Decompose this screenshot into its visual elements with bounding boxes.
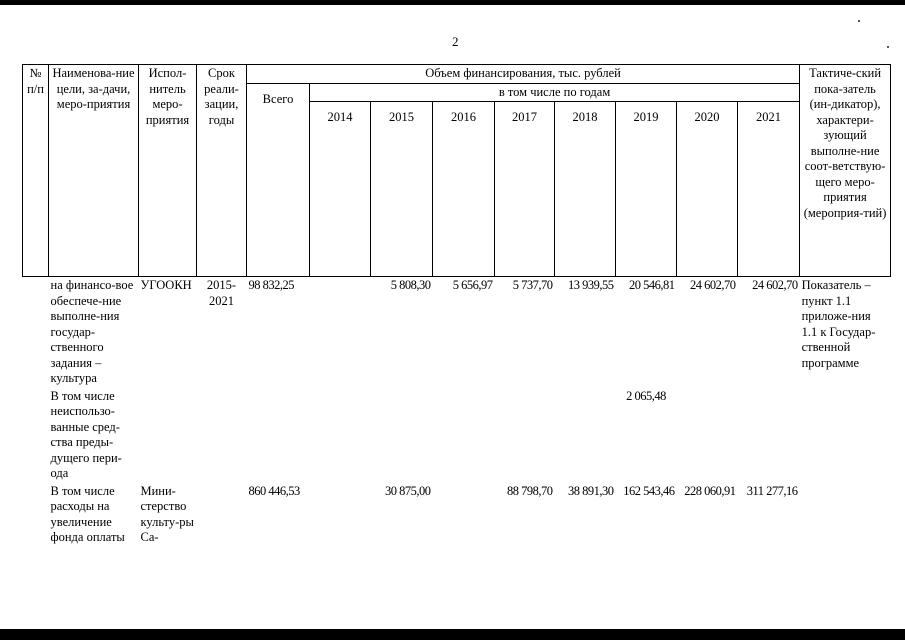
row-year-cell	[433, 483, 495, 547]
top-border	[0, 0, 905, 5]
row-year-cell: 13 939,55	[568, 278, 614, 292]
year-header: 2019	[616, 102, 677, 277]
funding-header: Объем финансирования, тыс. рублей	[247, 65, 800, 84]
year-header: 2018	[555, 102, 616, 277]
table-row	[23, 483, 891, 547]
row-year-cell	[310, 277, 371, 388]
by-years-header: в том числе по годам	[310, 83, 800, 102]
col-executor-header: Испол-нитель меро-приятия	[139, 65, 197, 277]
row-year-cell: 38 891,30	[568, 483, 614, 498]
col-term-header: Срок реали-зации, годы	[197, 65, 247, 277]
row-year-cell: 5 737,70	[512, 278, 553, 292]
row-num-cell	[23, 277, 49, 388]
row-total-cell: 860 446,53	[248, 483, 300, 498]
row-year-cell: 30 875,00	[385, 483, 431, 498]
col-name-header: Наименова-ние цели, за-дачи, меро-приятия	[49, 65, 139, 277]
year-header: 2021	[738, 102, 800, 277]
row-name-cell: В том числе неиспользо-ванные сред-ства преды-дущего пери-ода	[50, 388, 122, 480]
row-year-cell: 88 798,70	[507, 483, 553, 498]
row-year-cell	[310, 388, 371, 483]
row-year-cell	[495, 388, 555, 483]
row-name-cell: В том числе расходы на увеличение фонда оплаты	[50, 483, 125, 544]
row-year-cell	[677, 388, 738, 483]
row-year-cell: 24 602,70	[690, 278, 736, 292]
row-indicator-cell	[800, 388, 891, 483]
row-year-cell	[738, 388, 800, 483]
row-total-cell	[247, 388, 310, 483]
row-year-cell	[433, 388, 495, 483]
row-year-cell	[555, 388, 616, 483]
row-term-cell	[197, 388, 247, 483]
scan-speck	[858, 20, 860, 22]
row-year-cell: 228 060,91	[684, 483, 736, 498]
table-row	[23, 388, 891, 483]
year-header: 2016	[433, 102, 495, 277]
row-executor-cell: Мини-стерство культу-ры Са-	[140, 483, 194, 544]
bottom-border	[0, 629, 905, 640]
row-year-cell: 20 546,81	[629, 278, 675, 292]
row-executor-cell: УГООКН	[140, 278, 192, 292]
table-row	[23, 277, 891, 388]
row-year-cell: 2 065,48	[626, 388, 666, 403]
row-indicator-cell: Показатель – пункт 1.1 приложе-ния 1.1 к Государ-ственной программе	[801, 278, 876, 370]
row-year-cell	[371, 388, 433, 483]
row-year-cell	[310, 483, 371, 547]
year-header: 2020	[677, 102, 738, 277]
row-executor-cell	[139, 388, 197, 483]
row-total-cell: 98 832,25	[248, 278, 294, 292]
row-year-cell: 5 656,97	[452, 278, 493, 292]
row-num-cell	[23, 388, 49, 483]
row-year-cell: 24 602,70	[752, 278, 798, 292]
row-term-cell	[197, 483, 247, 547]
page-number: 2	[452, 34, 459, 49]
scan-speck	[887, 46, 889, 48]
col-num-header: № п/п	[23, 65, 49, 277]
col-indicator-header: Тактиче-ский пока-затель (ин-дикатор), характери-зующий выполне-ние соот-ветствую-щего меро-приятия (мероприя-тий)	[800, 65, 891, 277]
year-header: 2014	[310, 102, 371, 277]
year-header: 2017	[495, 102, 555, 277]
row-num-cell	[23, 483, 49, 547]
row-year-cell: 162 543,46	[623, 483, 675, 498]
year-header: 2015	[371, 102, 433, 277]
funding-table	[22, 64, 891, 547]
row-year-cell: 311 277,16	[746, 483, 798, 498]
row-indicator-cell	[800, 483, 891, 547]
col-total-header: Всего	[247, 83, 310, 277]
row-term-cell: 2015-2021	[206, 278, 237, 308]
row-year-cell: 5 808,30	[390, 278, 431, 292]
row-name-cell: на финансо-вое обеспече-ние выполне-ния государ-ственного задания – культура	[50, 278, 134, 385]
